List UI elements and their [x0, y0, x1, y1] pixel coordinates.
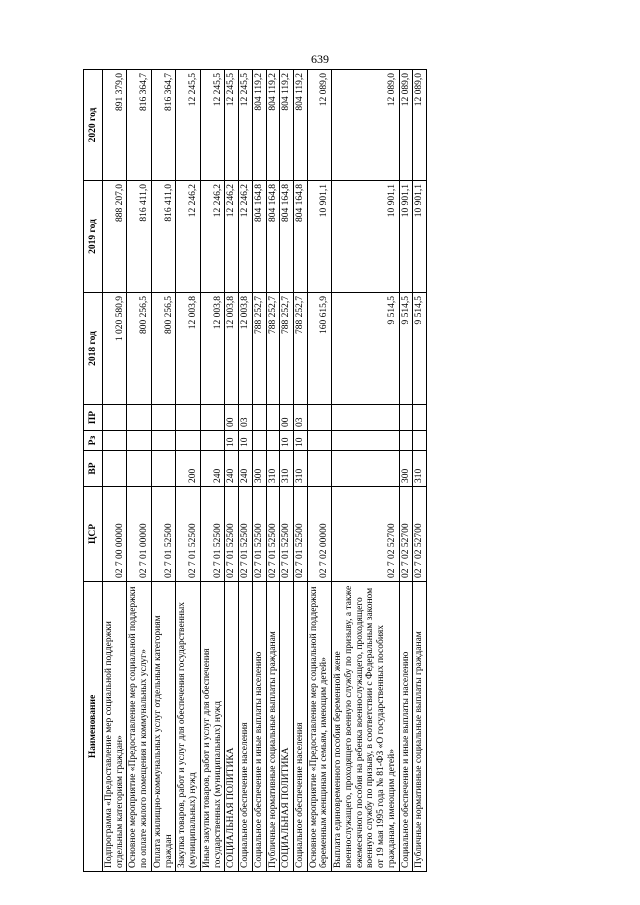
cell-pr: 00 — [280, 405, 294, 431]
cell-rz — [176, 431, 200, 451]
cell-2019: 816 411,0 — [151, 181, 175, 293]
table-row — [294, 70, 308, 872]
cell-pr — [151, 405, 175, 431]
cell-2019: 12 246,2 — [239, 181, 253, 293]
cell-vr: 240 — [200, 451, 224, 487]
cell-2020: 12 089,0 — [413, 70, 427, 181]
cell-name: Социальное обеспечение и иные выплаты населению — [399, 582, 413, 872]
cell-name: Закупка товаров, работ и услуг для обеспечения государственных (муниципальных) нужд — [176, 582, 200, 872]
header-2020: 2020 год — [84, 70, 103, 181]
cell-csr: 02 7 02 52700 — [399, 487, 413, 582]
cell-csr: 02 7 00 00000 — [103, 487, 127, 582]
cell-pr — [399, 405, 413, 431]
cell-2020: 891 379,0 — [103, 70, 127, 181]
cell-name: СОЦИАЛЬНАЯ ПОЛИТИКА — [280, 582, 294, 872]
cell-2020: 816 364,7 — [127, 70, 151, 181]
cell-csr: 02 7 01 52500 — [200, 487, 224, 582]
cell-rz — [307, 431, 331, 451]
cell-vr: 310 — [266, 451, 280, 487]
cell-vr — [151, 451, 175, 487]
cell-rz — [266, 431, 280, 451]
cell-2018: 800 256,5 — [151, 293, 175, 405]
cell-2019: 888 207,0 — [103, 181, 127, 293]
cell-name: Социальное обеспечение и иные выплаты населению — [252, 582, 266, 872]
cell-pr: 00 — [225, 405, 239, 431]
table-row — [225, 70, 239, 872]
cell-2020: 804 119,2 — [266, 70, 280, 181]
cell-vr: 310 — [413, 451, 427, 487]
cell-2018: 160 615,9 — [307, 293, 331, 405]
cell-csr: 02 7 02 52700 — [332, 487, 399, 582]
cell-2020: 12 089,0 — [332, 70, 399, 181]
cell-name: Публичные нормативные социальные выплаты гражданам — [413, 582, 427, 872]
cell-2018: 1 020 580,9 — [103, 293, 127, 405]
cell-csr: 02 7 01 52500 — [176, 487, 200, 582]
cell-2020: 12 245,5 — [176, 70, 200, 181]
cell-name: СОЦИАЛЬНАЯ ПОЛИТИКА — [225, 582, 239, 872]
cell-rz: 10 — [280, 431, 294, 451]
cell-rz — [413, 431, 427, 451]
cell-2020: 804 119,2 — [252, 70, 266, 181]
cell-vr — [332, 451, 399, 487]
cell-2018: 788 252,7 — [294, 293, 308, 405]
cell-2018: 800 256,5 — [127, 293, 151, 405]
cell-name: Основное мероприятие «Предоставление мер социальной поддержки по оплате жилого помещения и коммунальных услуг» — [127, 582, 151, 872]
cell-pr: 03 — [239, 405, 253, 431]
cell-2018: 9 514,5 — [413, 293, 427, 405]
cell-csr: 02 7 01 52500 — [266, 487, 280, 582]
cell-name: Социальное обеспечение населения — [294, 582, 308, 872]
table-body — [103, 70, 427, 872]
cell-pr — [252, 405, 266, 431]
cell-2020: 804 119,2 — [280, 70, 294, 181]
table-row — [252, 70, 266, 872]
cell-name: Публичные нормативные социальные выплаты гражданам — [266, 582, 280, 872]
cell-csr: 02 7 01 52500 — [294, 487, 308, 582]
rotated-table-container — [83, 70, 540, 872]
cell-2019: 804 164,8 — [280, 181, 294, 293]
rotated-table-area — [83, 70, 540, 872]
cell-2020: 816 364,7 — [151, 70, 175, 181]
header-2019: 2019 год — [84, 181, 103, 293]
cell-rz — [103, 431, 127, 451]
cell-rz: 10 — [225, 431, 239, 451]
table-row — [266, 70, 280, 872]
cell-csr: 02 7 01 52500 — [252, 487, 266, 582]
table-row — [151, 70, 175, 872]
cell-rz — [399, 431, 413, 451]
header-csr: ЦСР — [84, 487, 103, 582]
cell-csr: 02 7 02 52700 — [413, 487, 427, 582]
cell-vr: 310 — [294, 451, 308, 487]
cell-2020: 12 245,5 — [200, 70, 224, 181]
cell-2020: 12 089,0 — [399, 70, 413, 181]
cell-vr: 240 — [225, 451, 239, 487]
cell-2019: 10 901,1 — [307, 181, 331, 293]
header-pr: ПР — [84, 405, 103, 431]
cell-pr — [200, 405, 224, 431]
cell-2018: 788 252,7 — [280, 293, 294, 405]
cell-2018: 788 252,7 — [266, 293, 280, 405]
header-rz: Рз — [84, 431, 103, 451]
cell-pr — [103, 405, 127, 431]
cell-name: Основное мероприятие «Предоставление мер социальной поддержки беременным женщинам и семьям, имеющим детей» — [307, 582, 331, 872]
cell-rz — [332, 431, 399, 451]
cell-vr: 200 — [176, 451, 200, 487]
cell-pr — [332, 405, 399, 431]
table-row — [307, 70, 331, 872]
cell-csr: 02 7 01 52500 — [225, 487, 239, 582]
cell-vr: 240 — [239, 451, 253, 487]
cell-pr — [176, 405, 200, 431]
cell-2020: 12 089,0 — [307, 70, 331, 181]
header-vr: ВР — [84, 451, 103, 487]
cell-csr: 02 7 01 52500 — [151, 487, 175, 582]
cell-name: Оплата жилищно-коммунальных услуг отдельным категориям граждан — [151, 582, 175, 872]
cell-csr: 02 7 01 52500 — [280, 487, 294, 582]
cell-2019: 804 164,8 — [252, 181, 266, 293]
cell-pr — [413, 405, 427, 431]
cell-name: Социальное обеспечение населения — [239, 582, 253, 872]
table-row — [280, 70, 294, 872]
cell-pr: 03 — [294, 405, 308, 431]
page-number: 639 — [311, 52, 329, 66]
cell-rz — [252, 431, 266, 451]
cell-2020: 804 119,2 — [294, 70, 308, 181]
cell-2018: 9 514,5 — [332, 293, 399, 405]
cell-pr — [307, 405, 331, 431]
cell-2019: 10 901,1 — [413, 181, 427, 293]
cell-csr: 02 7 01 00000 — [127, 487, 151, 582]
table-row — [103, 70, 127, 872]
cell-2018: 12 003,8 — [239, 293, 253, 405]
cell-rz: 10 — [239, 431, 253, 451]
cell-vr — [103, 451, 127, 487]
cell-2019: 12 246,2 — [225, 181, 239, 293]
header-2018: 2018 год — [84, 293, 103, 405]
table-row — [127, 70, 151, 872]
table-row — [332, 70, 399, 872]
cell-pr — [266, 405, 280, 431]
cell-vr: 310 — [280, 451, 294, 487]
cell-2019: 804 164,8 — [266, 181, 280, 293]
cell-2018: 12 003,8 — [176, 293, 200, 405]
table-row — [239, 70, 253, 872]
cell-vr: 300 — [399, 451, 413, 487]
cell-2019: 816 411,0 — [127, 181, 151, 293]
cell-vr: 300 — [252, 451, 266, 487]
cell-vr — [307, 451, 331, 487]
cell-2019: 12 246,2 — [200, 181, 224, 293]
cell-pr — [127, 405, 151, 431]
cell-2019: 12 246,2 — [176, 181, 200, 293]
cell-name: Подпрограмма «Предоставление мер социальной поддержки отдельным категориям граждан» — [103, 582, 127, 872]
cell-rz: 10 — [294, 431, 308, 451]
cell-rz — [127, 431, 151, 451]
cell-name: Выплата единовременного пособия беременной жене военнослужащего, проходящего военную службу по призыву, а также ежемесячного пособия на ребенка военнослужащего, проходящего военную службу по призыву, в соответствии с Федеральным законом от 19 мая 1995 года № 81-ФЗ «О государственных пособиях гражданам, имеющим детей» — [332, 582, 399, 872]
cell-2018: 12 003,8 — [225, 293, 239, 405]
table-row — [200, 70, 224, 872]
cell-2019: 10 901,1 — [399, 181, 413, 293]
cell-csr: 02 7 02 00000 — [307, 487, 331, 582]
table-row — [413, 70, 427, 872]
cell-2018: 9 514,5 — [399, 293, 413, 405]
cell-csr: 02 7 01 52500 — [239, 487, 253, 582]
cell-2020: 12 245,5 — [225, 70, 239, 181]
cell-2018: 12 003,8 — [200, 293, 224, 405]
cell-vr — [127, 451, 151, 487]
cell-2019: 10 901,1 — [332, 181, 399, 293]
cell-2020: 12 245,5 — [239, 70, 253, 181]
table-header-row — [84, 70, 103, 872]
cell-2019: 804 164,8 — [294, 181, 308, 293]
table-row — [176, 70, 200, 872]
cell-rz — [151, 431, 175, 451]
cell-rz — [200, 431, 224, 451]
table-row — [399, 70, 413, 872]
budget-table — [83, 69, 427, 872]
cell-name: Иные закупки товаров, работ и услуг для обеспечения государственных (муниципальных) нужд — [200, 582, 224, 872]
cell-2018: 788 252,7 — [252, 293, 266, 405]
header-name: Наименование — [84, 582, 103, 872]
